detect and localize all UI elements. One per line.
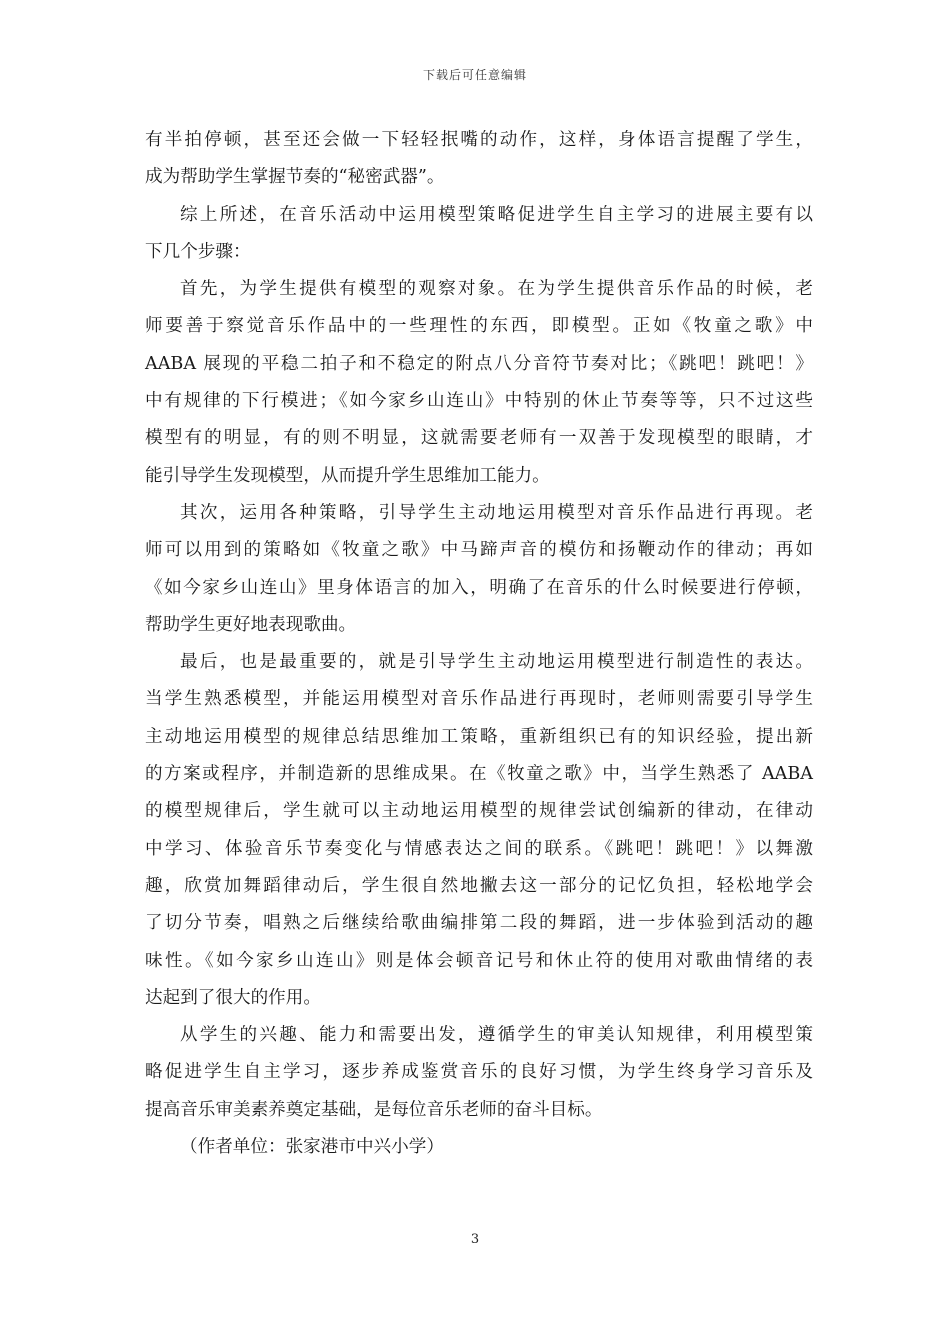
text-line: 略促进学生自主学习，逐步养成鉴赏音乐的良好习惯，为学生终身学习音乐及	[145, 1062, 813, 1083]
text-line: 的方案或程序，并制造新的思维成果。在《牧童之歌》中，当学生熟悉了 AABA	[145, 764, 813, 785]
text-line: 的模型规律后，学生就可以主动地运用模型的规律尝试创编新的律动，在律动	[145, 801, 813, 822]
text-line: 了切分节奏，唱熟之后继续给歌曲编排第二段的舞蹈，进一步体验到活动的趣	[145, 913, 813, 934]
text-line: 提高音乐审美素养奠定基础，是每位音乐老师的奋斗目标。	[145, 1099, 603, 1120]
text-line: 师可以用到的策略如《牧童之歌》中马蹄声音的模仿和扬鞭动作的律动；再如	[145, 540, 813, 561]
text-line: 师要善于察觉音乐作品中的一些理性的东西，即模型。正如《牧童之歌》中	[145, 316, 813, 337]
text-line: 有半拍停顿，甚至还会做一下轻轻抿嘴的动作，这样，身体语言提醒了学生，	[145, 130, 813, 150]
text-line: 下几个步骤：	[145, 241, 251, 262]
text-line: 模型有的明显，有的则不明显，这就需要老师有一双善于发现模型的眼睛，才	[145, 428, 813, 449]
text-line: 当学生熟悉模型，并能运用模型对音乐作品进行再现时，老师则需要引导学生	[145, 689, 813, 710]
text-line: 中有规律的下行模进；《如今家乡山连山》中特别的休止节奏等等，只不过这些	[145, 391, 813, 412]
text-line: AABA 展现的平稳二拍子和不稳定的附点八分音符节奏对比；《跳吧！跳吧！》	[145, 353, 813, 374]
page-number: 3	[470, 1232, 480, 1247]
text-line: 成为帮助学生掌握节奏的“秘密武器”。	[145, 167, 445, 188]
text-line: 能引导学生发现模型，从而提升学生思维加工能力。	[145, 465, 550, 486]
body-text	[145, 122, 813, 1166]
text-line: 趣，欣赏加舞蹈律动后，学生很自然地撇去这一部分的记忆负担，轻松地学会	[145, 875, 813, 896]
text-line: 《如今家乡山连山》里身体语言的加入，明确了在音乐的什么时候要进行停顿，	[145, 577, 813, 598]
text-line: 从学生的兴趣、能力和需要出发，遵循学生的审美认知规律，利用模型策	[180, 1025, 813, 1046]
text-line: 主动地运用模型的规律总结思维加工策略，重新组织已有的知识经验，提出新	[145, 726, 813, 747]
author-affiliation: （作者单位：张家港市中兴小学）	[180, 1137, 444, 1158]
text-line: 最后，也是最重要的，就是引导学生主动地运用模型进行制造性的表达。	[180, 652, 813, 673]
text-line: 其次，运用各种策略，引导学生主动地运用模型对音乐作品进行再现。老	[180, 502, 813, 523]
text-line: 首先，为学生提供有模型的观察对象。在为学生提供音乐作品的时候，老	[180, 279, 813, 300]
text-line: 达起到了很大的作用。	[145, 987, 321, 1008]
text-line: 中学习、体验音乐节奏变化与情感表达之间的联系。《跳吧！跳吧！》以舞激	[145, 838, 813, 859]
text-line: 综上所述，在音乐活动中运用模型策略促进学生自主学习的进展主要有以	[180, 204, 813, 225]
text-line: 帮助学生更好地表现歌曲。	[145, 614, 357, 635]
text-line: 味性。《如今家乡山连山》则是体会顿音记号和休止符的使用对歌曲情绪的表	[145, 950, 813, 971]
page-header: 下载后可任意编辑	[422, 68, 527, 82]
